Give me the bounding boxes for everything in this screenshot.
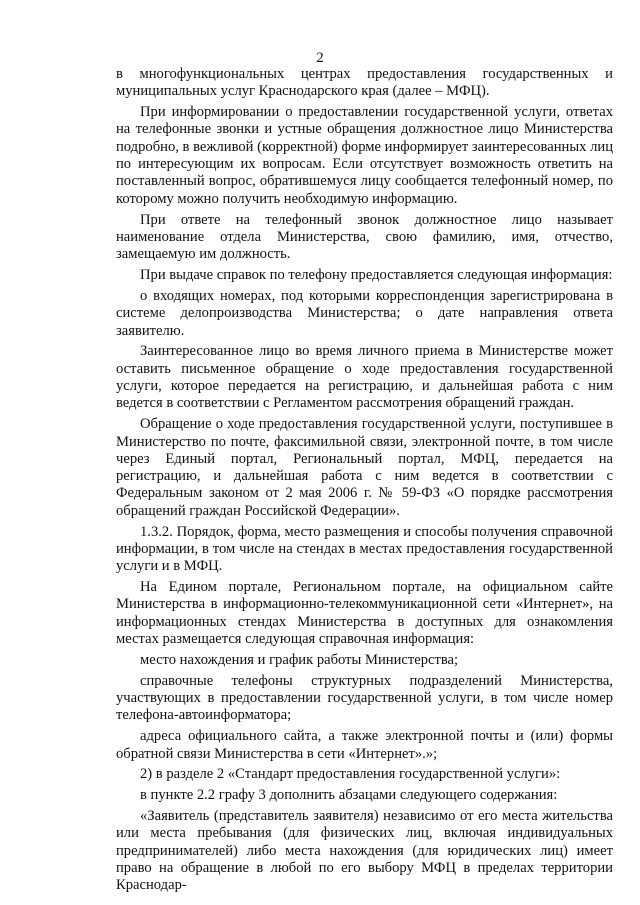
paragraph: справочные телефоны структурных подразделений Министерства, участвующих в предоставлении государственной услуги, в том числе номер телефона-автоинформатора; [116,672,613,724]
paragraph: На Едином портале, Региональном портале, на официальном сайте Министерства в информационно-телекоммуникационной сети «Интернет», на информационных стендах Министерства в доступных для ознакомления местах размещается следующая справочная информация: [116,579,613,647]
paragraph: При информировании о предоставлении государственной услуги, ответах на телефонные звонки и устные обращения должностное лицо Министерства подробно, в вежливой (корректной) форме информирует заинтересованных лиц по интересующим их вопросам. Если отсутствует возможность ответить на поставленный вопрос, обратившемуся лицу сообщается телефонный номер, по которому можно получить необходимую информацию. [116,104,613,207]
paragraph: При ответе на телефонный звонок должностное лицо называет наименование отдела Министерства, свою фамилию, имя, отчество, замещаемую им должность. [116,211,613,263]
paragraph: 1.3.2. Порядок, форма, место размещения и способы получения справочной информации, в том числе на стендах в местах предоставления государственной услуги и в МФЦ. [116,523,613,575]
paragraph: в многофункциональных центрах предоставления государственных и муниципальных услуг Краснодарского края (далее – МФЦ). [116,66,613,100]
paragraph: Обращение о ходе предоставления государственной услуги, поступившее в Министерство по почте, факсимильной связи, электронной почте, в том числе через Единый портал, Региональный портал, МФЦ, передается на регистрацию, и дальнейшая работа с ним ведется в соответствии с Федеральным законом от 2 мая 2006 г. № 59-ФЗ «О порядке рассмотрения обращений граждан Российской Федерации». [116,416,613,519]
paragraph: о входящих номерах, под которыми корреспонденция зарегистрирована в системе делопроизводства Министерства; о дате направления ответа заявителю. [116,287,613,339]
paragraph: Заинтересованное лицо во время личного приема в Министерстве может оставить письменное обращение о ходе предоставления государственной услуги, которое передается на регистрацию, и дальнейшая работа с ним ведется в соответствии с Регламентом рассмотрения обращений граждан. [116,343,613,412]
document-body [116,66,613,898]
paragraph: 2) в разделе 2 «Стандарт предоставления государственной услуги»: [140,766,561,783]
paragraph: в пункте 2.2 графу 3 дополнить абзацами следующего содержания: [140,787,558,804]
paragraph: «Заявитель (представитель заявителя) независимо от его места жительства или места пребывания (для физических лиц, включая индивидуальных предпринимателей) либо места нахождения (для юридических лиц) имеет право на обращение в любой по его выбору МФЦ в пределах территории Краснодар- [116,808,613,894]
paragraph: место нахождения и график работы Министерства; [140,651,459,668]
paragraph: При выдаче справок по телефону предоставляется следующая информация: [140,267,613,284]
paragraph: адреса официального сайта, а также электронной почты и (или) формы обратной связи Министерства в сети «Интернет».»; [116,728,613,762]
page-number: 2 [316,50,324,66]
